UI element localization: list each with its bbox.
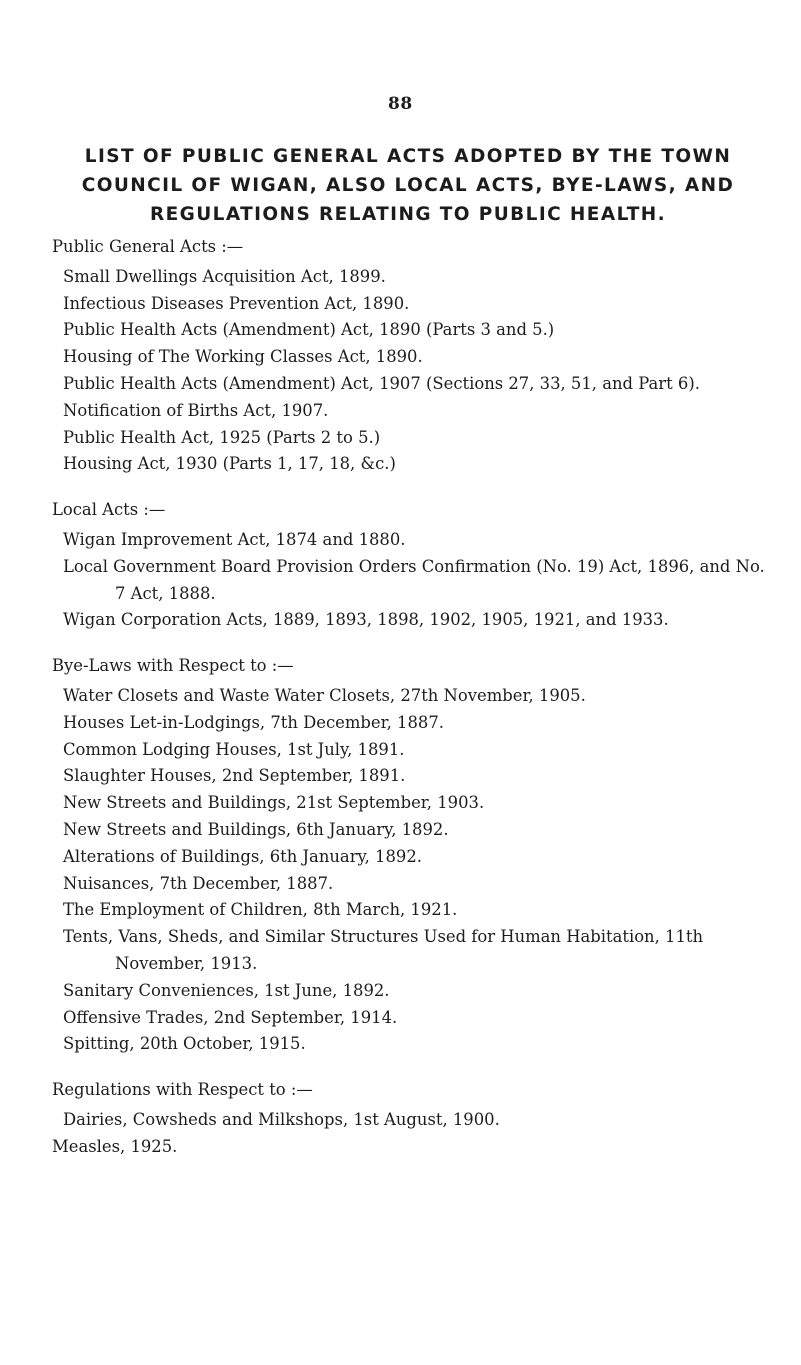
document-title: LIST OF PUBLIC GENERAL ACTS ADOPTED BY THE TOWN COUNCIL OF WIGAN, ALSO LOCAL ACTS, BYE-LAWS, AND REGULATIONS RELATING TO PUBLIC HEALTH. <box>81 146 735 225</box>
list-item: New Streets and Buildings, 6th January, 1892. <box>63 819 449 839</box>
list-item: Public Health Acts (Amendment) Act, 1907 (Sections 27, 33, 51, and Part 6). <box>63 373 700 393</box>
list-item: Housing Act, 1930 (Parts 1, 17, 18, &c.) <box>63 454 396 474</box>
list-item: Spitting, 20th October, 1915. <box>63 1034 306 1054</box>
list-item: Slaughter Houses, 2nd September, 1891. <box>63 766 406 786</box>
list-item: Public Health Acts (Amendment) Act, 1890 (Parts 3 and 5.) <box>63 320 555 340</box>
list-item: Tents, Vans, Sheds, and Similar Structures Used for Human Habitation, 11th November, 1913. <box>63 927 704 973</box>
act-list <box>52 527 776 634</box>
document-body <box>52 234 776 1180</box>
section-public-general-acts <box>52 234 776 478</box>
regulation-list <box>52 1107 776 1161</box>
section-heading: Local Acts :— <box>52 500 166 520</box>
section-heading: Bye-Laws with Respect to :— <box>52 656 294 676</box>
act-list <box>52 264 776 478</box>
list-item: Dairies, Cowsheds and Milkshops, 1st August, 1900. <box>63 1109 500 1129</box>
list-item: The Employment of Children, 8th March, 1921. <box>63 900 458 920</box>
list-item: Infectious Diseases Prevention Act, 1890. <box>63 293 410 313</box>
section-regulations <box>52 1077 776 1160</box>
list-item: Common Lodging Houses, 1st July, 1891. <box>63 739 405 759</box>
section-bye-laws <box>52 653 776 1058</box>
bye-law-list <box>52 683 776 1058</box>
list-item: Measles, 1925. <box>52 1136 178 1156</box>
list-item: Alterations of Buildings, 6th January, 1892. <box>63 846 422 866</box>
list-item: Housing of The Working Classes Act, 1890. <box>63 347 423 367</box>
list-item: Sanitary Conveniences, 1st June, 1892. <box>63 980 390 1000</box>
section-local-acts <box>52 497 776 634</box>
section-heading: Regulations with Respect to :— <box>52 1080 313 1100</box>
list-item: Offensive Trades, 2nd September, 1914. <box>63 1007 398 1027</box>
page-number: 88 <box>388 94 413 114</box>
list-item: Local Government Board Provision Orders Confirmation (No. 19) Act, 1896, and No. 7 Act, 1888. <box>63 556 765 603</box>
list-item: Wigan Improvement Act, 1874 and 1880. <box>63 529 406 549</box>
list-item: Small Dwellings Acquisition Act, 1899. <box>63 266 386 286</box>
list-item: Houses Let-in-Lodgings, 7th December, 1887. <box>63 712 444 732</box>
list-item: Nuisances, 7th December, 1887. <box>63 873 334 893</box>
list-item: Water Closets and Waste Water Closets, 27th November, 1905. <box>63 685 586 705</box>
section-heading: Public General Acts :— <box>52 237 244 256</box>
list-item: Wigan Corporation Acts, 1889, 1893, 1898, 1902, 1905, 1921, and 1933. <box>63 610 669 630</box>
list-item: Notification of Births Act, 1907. <box>63 400 329 420</box>
list-item: Public Health Act, 1925 (Parts 2 to 5.) <box>63 427 381 447</box>
list-item: New Streets and Buildings, 21st September, 1903. <box>63 793 485 813</box>
